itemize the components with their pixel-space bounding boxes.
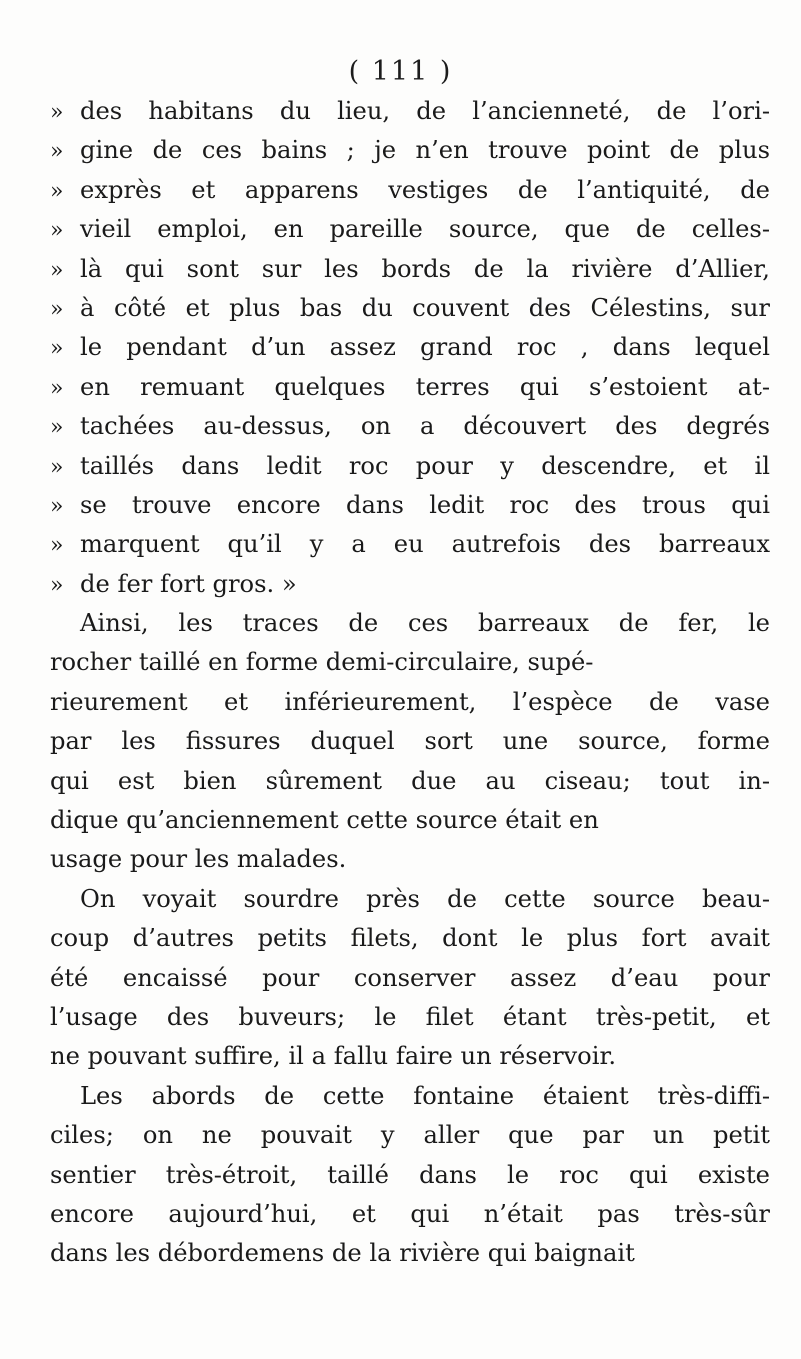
text-line [50,880,770,919]
text-line [50,407,770,446]
line-text: gine de ces bains ; je n’en trouve point de plus [80,136,770,165]
text-line [50,486,770,525]
text-line [50,328,770,367]
text-line [50,210,770,249]
quotation-mark: » [50,415,64,441]
text-line [50,1077,770,1116]
text-line [50,289,770,328]
body-text [50,92,770,1274]
line-text: à côté et plus bas du couvent des Célestins, sur [80,293,770,322]
quotation-mark: » [50,572,64,598]
text-line [50,1116,770,1155]
line-text: rieurement et inférieurement, l’espèce de vase [50,687,770,716]
line-text: dans les débordemens de la rivière qui baignait [50,1239,635,1268]
line-text: rocher taillé en forme demi-circulaire, supé- [50,648,594,677]
line-text: là qui sont sur les bords de la rivière d’Allier, [80,254,770,283]
page-number: ( 111 ) [348,56,453,87]
quotation-mark: » [50,533,64,559]
text-line [50,722,770,761]
quotation-mark: » [50,178,64,204]
text-line [50,801,770,840]
line-text: marquent qu’il y a eu autrefois des barreaux [80,530,770,559]
text-line [50,447,770,486]
line-text: qui est bien sûrement due au ciseau; tout in- [50,766,770,795]
text-line [50,250,770,289]
text-line [50,959,770,998]
text-line [50,525,770,564]
text-line [50,998,770,1037]
line-text: se trouve encore dans ledit roc des trous qui [80,490,770,519]
text-line [50,368,770,407]
line-text: en remuant quelques terres qui s’estoient at- [80,372,770,401]
line-text: ciles; on ne pouvait y aller que par un petit [50,1121,770,1150]
line-text: été encaissé pour conserver assez d’eau pour [50,963,770,992]
quotation-mark: » [50,454,64,480]
line-text: vieil emploi, en pareille source, que de celles- [80,215,770,244]
text-line [50,604,770,643]
text-line [50,643,770,682]
text-line [50,92,770,131]
line-text: ne pouvant suffire, il a fallu faire un réservoir. [50,1042,617,1071]
text-line [50,1156,770,1195]
text-line [50,919,770,958]
line-text: usage pour les malades. [50,845,347,874]
quotation-mark: » [50,336,64,362]
text-line [50,1037,770,1076]
quotation-mark: » [50,493,64,519]
quotation-mark: » [50,218,64,244]
quotation-mark: » [50,100,64,125]
quotation-mark: » [50,375,64,401]
quotation-mark: » [50,257,64,283]
line-text: sentier très-étroit, taillé dans le roc qui existe [50,1160,770,1189]
line-text: des habitans du lieu, de l’ancienneté, de l’ori- [80,97,770,125]
line-text: par les fissures duquel sort une source, forme [50,727,770,756]
line-text: le pendant d’un assez grand roc , dans lequel [80,333,770,362]
line-text: dique qu’anciennement cette source était en [50,806,599,835]
text-line [50,762,770,801]
line-text: Les abords de cette fontaine étaient très-diffi- [80,1081,770,1110]
line-text: encore aujourd’hui, et qui n’était pas très-sûr [50,1199,770,1228]
line-text: de fer fort gros. » [80,569,297,598]
text-line [50,1195,770,1234]
text-line [50,683,770,722]
line-text: tachées au-dessus, on a découvert des degrés [80,412,770,441]
text-line [50,1234,770,1273]
line-text: exprès et apparens vestiges de l’antiquité, de [80,175,770,204]
text-line [50,565,770,604]
quotation-mark: » [50,296,64,322]
line-text: coup d’autres petits filets, dont le plus fort avait [50,924,770,953]
text-line [50,131,770,170]
quotation-mark: » [50,139,64,165]
text-line [50,171,770,210]
line-text: taillés dans ledit roc pour y descendre, et il [80,451,770,480]
line-text: Ainsi, les traces de ces barreaux de fer, le [80,609,770,638]
line-text: l’usage des buveurs; le filet étant très-petit, et [50,1002,770,1031]
line-text: On voyait sourdre près de cette source beau- [80,884,770,913]
text-line [50,840,770,879]
